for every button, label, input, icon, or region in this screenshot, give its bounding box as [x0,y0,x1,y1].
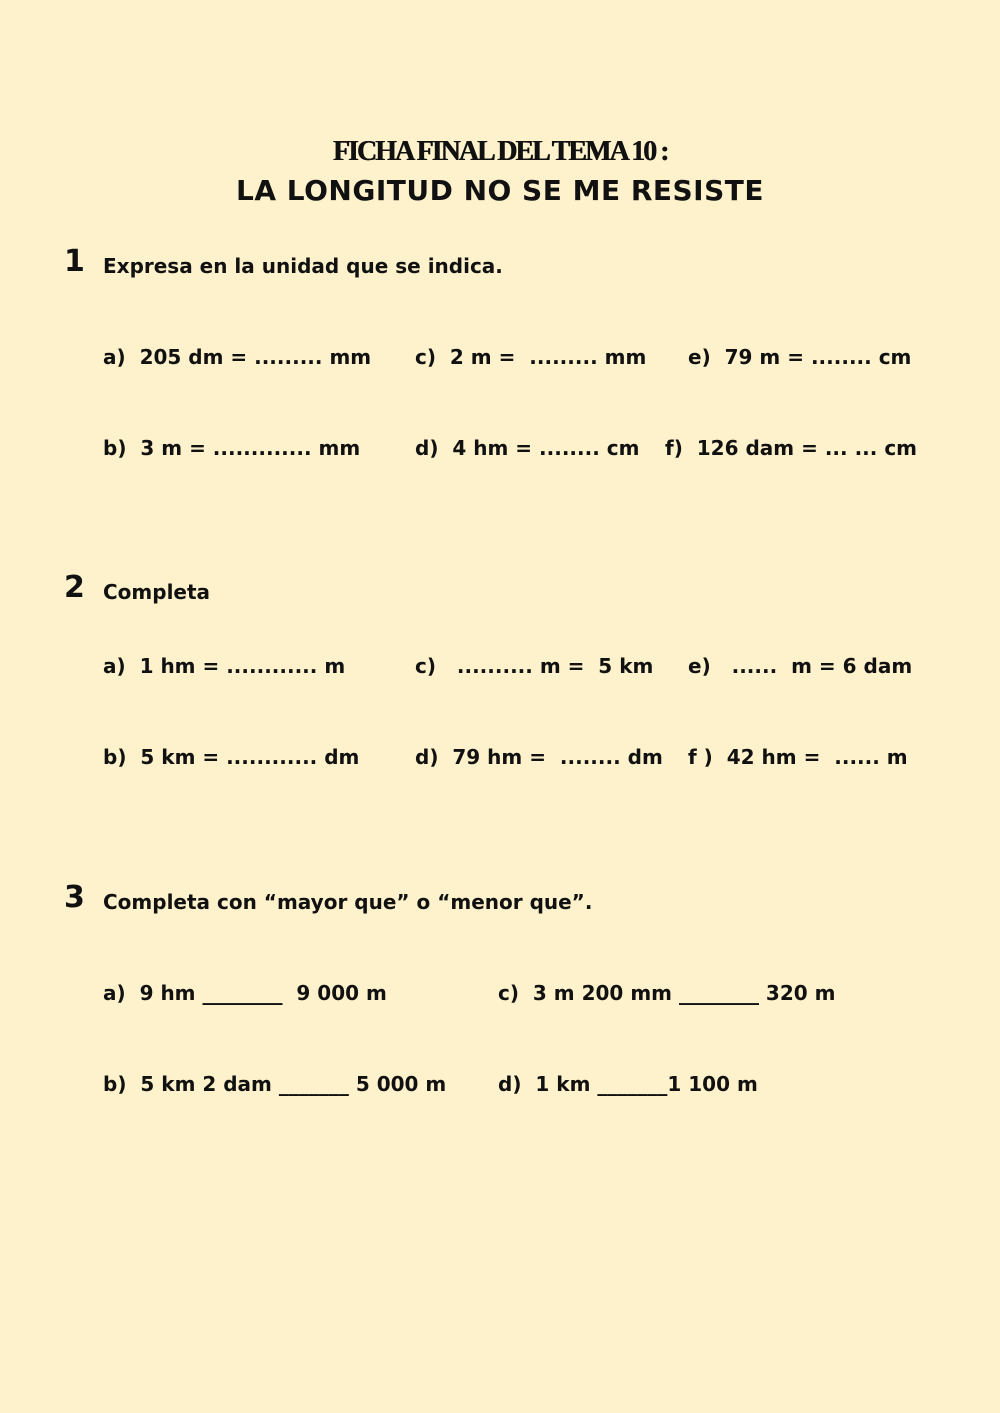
exercise-1b: b) 3 m = ............. mm [103,436,361,460]
exercise-1e: e) 79 m = ........ cm [688,345,912,369]
exercise-2a: a) 1 hm = ............ m [103,654,346,678]
worksheet-title-line2: LA LONGITUD NO SE ME RESISTE [236,174,764,207]
section-1-number: 1 [64,244,85,279]
exercise-1f: f) 126 dam = ... ... cm [665,436,918,460]
exercise-2d: d) 79 hm = ........ dm [415,745,663,769]
exercise-1c: c) 2 m = ......... mm [415,345,647,369]
exercise-2e: e) ...... m = 6 dam [688,654,913,678]
exercise-1a: a) 205 dm = ......... mm [103,345,372,369]
exercise-3c: c) 3 m 200 mm ________ 320 m [498,981,836,1005]
exercise-3d: d) 1 km _______1 100 m [498,1072,758,1096]
section-2-instruction: Completa [103,580,211,604]
section-3-instruction: Completa con “mayor que” o “menor que”. [103,890,593,914]
exercise-2b: b) 5 km = ............ dm [103,745,360,769]
exercise-3a: a) 9 hm ________ 9 000 m [103,981,387,1005]
exercise-1d: d) 4 hm = ........ cm [415,436,640,460]
section-3-number: 3 [64,880,85,915]
exercise-2c: c) .......... m = 5 km [415,654,654,678]
section-1-instruction: Expresa en la unidad que se indica. [103,254,503,278]
section-2-number: 2 [64,570,85,605]
exercise-3b: b) 5 km 2 dam _______ 5 000 m [103,1072,447,1096]
worksheet-title-line1: FICHA FINAL DEL TEMA 10 : [332,136,668,167]
exercise-2f: f ) 42 hm = ...... m [688,745,908,769]
